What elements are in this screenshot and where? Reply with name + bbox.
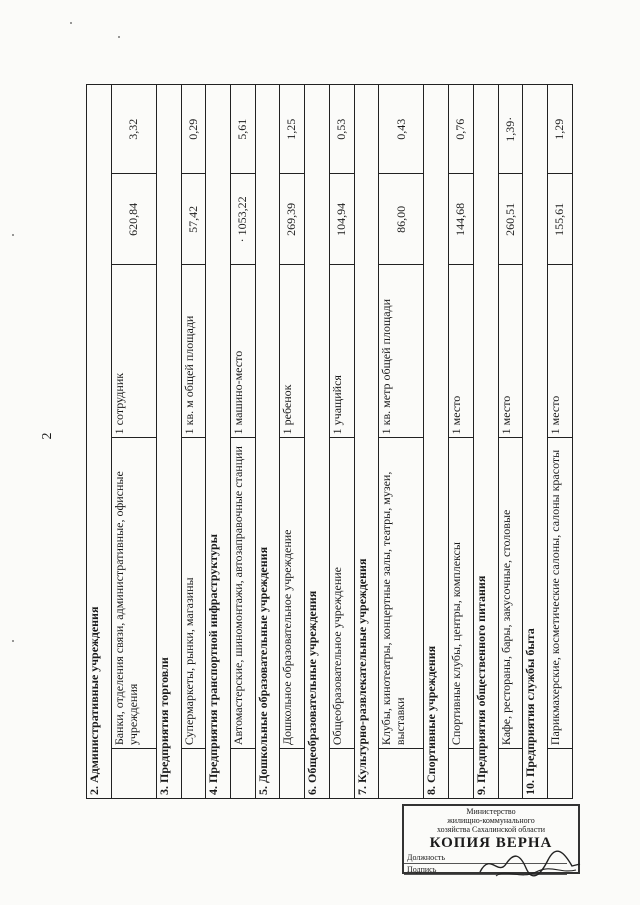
value-cell: 57,42 <box>181 174 206 265</box>
stamp-line-2: жилищно-коммунального <box>447 815 535 825</box>
blank-cell <box>111 749 156 799</box>
value-cell: 104,94 <box>329 174 354 265</box>
rate-cell: 5,61 <box>231 85 256 174</box>
item-name-cell: Автомастерские, шиномонтажи, автозаправочные станции <box>231 438 256 749</box>
table-row <box>280 85 305 799</box>
table-body <box>87 85 573 799</box>
tariff-table-container <box>86 84 573 799</box>
unit-cell: 1 ребенок <box>280 265 305 438</box>
section-row <box>87 85 112 799</box>
value-cell: 620,84 <box>111 174 156 265</box>
item-name-cell: Дошкольное образовательное учреждение <box>280 438 305 749</box>
stamp-line-1: Министерство <box>466 807 516 816</box>
unit-cell: 1 место <box>498 265 523 438</box>
tariff-table <box>86 84 573 799</box>
section-row <box>424 85 449 799</box>
section-title: 7. Культурно-развлекательные учреждения <box>354 85 379 799</box>
section-title: 8. Спортивные учреждения <box>424 85 449 799</box>
unit-cell: 1 место <box>449 265 474 438</box>
scan-speck <box>118 36 120 38</box>
item-name-cell: Супермаркеты, рынки, магазины <box>181 438 206 749</box>
value-cell: 269,39 <box>280 174 305 265</box>
table-row <box>548 85 573 799</box>
item-name-cell: Спортивные клубы, центры, комплексы <box>449 438 474 749</box>
handwritten-signature <box>476 846 586 884</box>
blank-cell <box>498 749 523 799</box>
table-row <box>379 85 424 799</box>
unit-cell: 1 машино-место <box>231 265 256 438</box>
section-row <box>523 85 548 799</box>
section-title: 3. Предприятия торговли <box>156 85 181 799</box>
unit-cell: 1 кв. метр общей площади <box>379 265 424 438</box>
scan-speck <box>12 234 14 236</box>
value-cell: 86,00 <box>379 174 424 265</box>
blank-cell <box>329 749 354 799</box>
scan-speck <box>70 22 72 24</box>
table-row <box>181 85 206 799</box>
stamp-position-label: Должность <box>404 854 567 864</box>
unit-cell: 1 сотрудник <box>111 265 156 438</box>
unit-cell: 1 кв. м общей площади <box>181 265 206 438</box>
rate-cell: 1,29 <box>548 85 573 174</box>
item-name-cell: Банки, отделения связи, административные, офисные учреждения <box>111 438 156 749</box>
section-title: 10. Предприятия службы быта <box>523 85 548 799</box>
rate-cell: 0,29 <box>181 85 206 174</box>
value-cell: 260,51 <box>498 174 523 265</box>
section-row <box>156 85 181 799</box>
section-title: 2. Административные учреждения <box>87 85 112 799</box>
unit-cell: 1 учащийся <box>329 265 354 438</box>
blank-cell <box>181 749 206 799</box>
rate-cell: 0,76 <box>449 85 474 174</box>
table-row <box>231 85 256 799</box>
rate-cell: 1,25 <box>280 85 305 174</box>
blank-cell <box>548 749 573 799</box>
unit-cell: 1 место <box>548 265 573 438</box>
value-cell: · 1053,22 <box>231 174 256 265</box>
section-row <box>305 85 330 799</box>
item-name-cell: Парикмахерские, косметические салоны, салоны красоты <box>548 438 573 749</box>
section-title: 5. Дошкольные образовательные учреждения <box>255 85 280 799</box>
section-row <box>255 85 280 799</box>
section-title: 9. Предприятия общественного питания <box>473 85 498 799</box>
rate-cell: 1,39· <box>498 85 523 174</box>
page-number: 2 <box>40 432 55 440</box>
item-name-cell: Кафе, рестораны, бары, закусочные, столовые <box>498 438 523 749</box>
item-name-cell: Общеобразовательное учреждение <box>329 438 354 749</box>
blank-cell <box>379 749 424 799</box>
section-title: 4. Предприятия транспортной инфраструктуры <box>206 85 231 799</box>
value-cell: 144,68 <box>449 174 474 265</box>
section-row <box>206 85 231 799</box>
value-cell: 155,61 <box>548 174 573 265</box>
section-title: 6. Общеобразовательные учреждения <box>305 85 330 799</box>
rate-cell: 0,53 <box>329 85 354 174</box>
table-row <box>329 85 354 799</box>
rate-cell: 3,32 <box>111 85 156 174</box>
blank-cell <box>280 749 305 799</box>
section-row <box>354 85 379 799</box>
stamp-title: КОПИЯ ВЕРНА <box>429 835 553 852</box>
table-row <box>498 85 523 799</box>
section-row <box>473 85 498 799</box>
stamp-signature-label: Подпись <box>404 866 567 876</box>
stamp-line-3: хозяйства Сахалинской области <box>436 824 546 834</box>
table-row <box>111 85 156 799</box>
item-name-cell: Клубы, кинотеатры, концертные залы, театры, музеи, выставки <box>379 438 424 749</box>
blank-cell <box>449 749 474 799</box>
scan-speck <box>12 640 14 642</box>
blank-cell <box>231 749 256 799</box>
rate-cell: 0,43 <box>379 85 424 174</box>
table-row <box>449 85 474 799</box>
